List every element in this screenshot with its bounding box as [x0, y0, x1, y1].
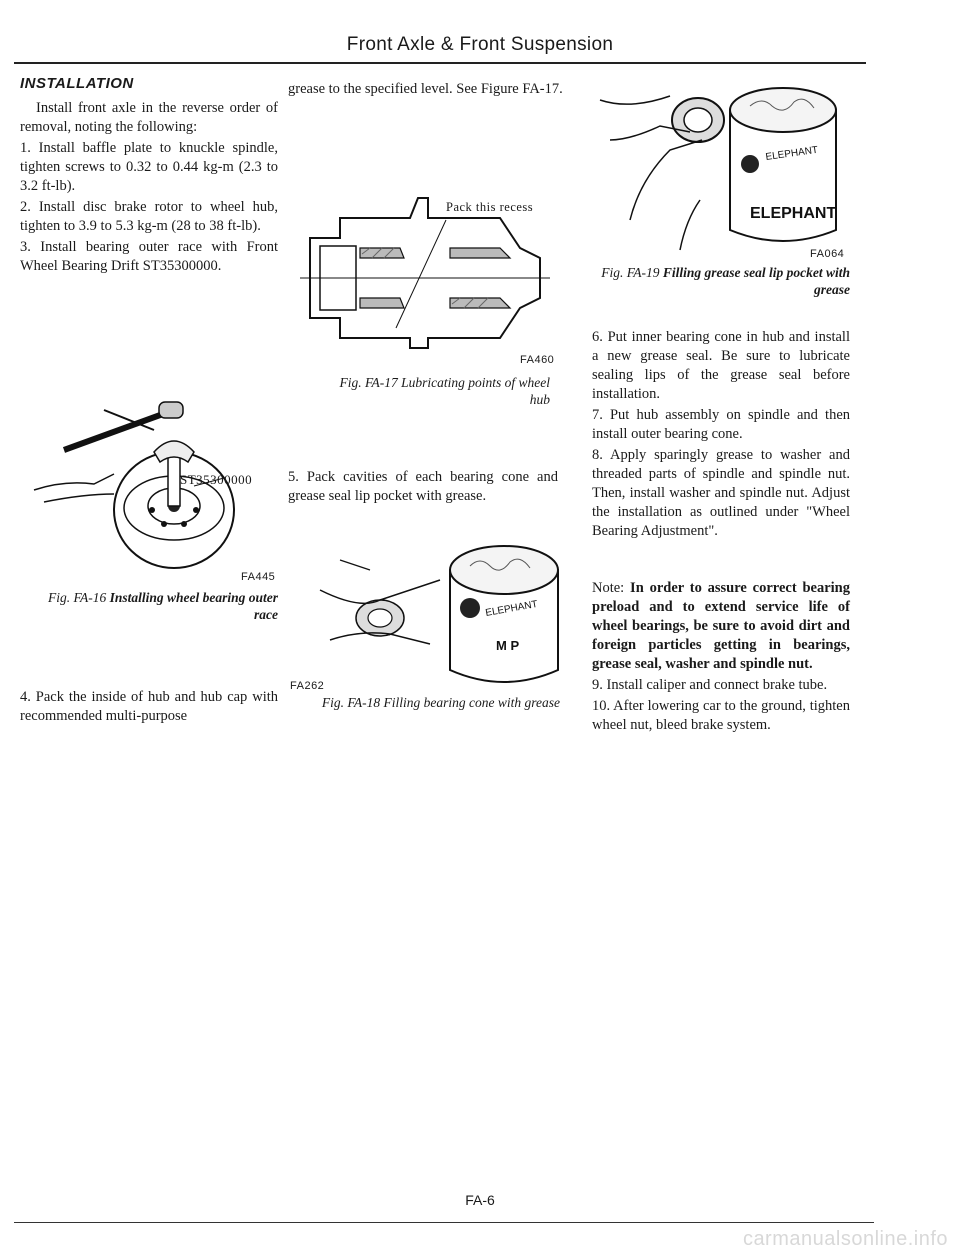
step-8: 8. Apply sparingly grease to washer and threaded parts of spindle and spindle nut. Then, install washer and spindle nut. Adjust the installation as outlined under "Wheel Bearing Adjustment".: [592, 447, 850, 539]
page-header-title: Front Axle & Front Suspension: [346, 34, 614, 55]
step-6: 6. Put inner bearing cone in hub and install a new grease seal. Be sure to lubricate sealing lips of the grease seal before installation.: [592, 329, 850, 402]
middle-column-top: [288, 80, 568, 99]
left-column: [20, 74, 278, 276]
fig-17-number: Fig. FA-17: [339, 375, 398, 390]
fig-18-can-label: ELEPHANT: [484, 598, 539, 619]
fig-18-caption: [300, 694, 560, 711]
fig-16-code: FA445: [241, 571, 276, 583]
step-1: 1. Install baffle plate to knuckle spindle, tighten screws to 0.32 to 0.44 kg-m (2.3 to 3.2 ft-lb).: [20, 140, 278, 194]
fig-18-illustration: [300, 530, 570, 710]
step-5: 5. Pack cavities of each bearing cone and grease seal lip pocket with grease.: [288, 469, 558, 504]
fig-19-code: FA064: [810, 248, 845, 260]
step-4-continuation: grease to the specified level. See Figure FA-17.: [288, 81, 563, 97]
step-9: 9. Install caliper and connect brake tube.: [592, 677, 828, 693]
fig-16-tool-label: ST35300000: [180, 472, 253, 487]
step-3: 3. Install bearing outer race with Front Wheel Bearing Drift ST35300000.: [20, 239, 278, 274]
fig-17-caption: [320, 374, 550, 408]
left-column-bottom: [20, 688, 278, 726]
fig-19-can-logo: ELEPHANT: [750, 205, 837, 222]
step-4: 4. Pack the inside of hub and hub cap with recommended multi-purpose: [20, 689, 278, 724]
section-heading: INSTALLATION: [20, 75, 134, 92]
svg-text:M P: M P: [496, 638, 520, 653]
middle-column-step5: [288, 468, 558, 506]
watermark: carmanualsonline.info: [742, 1228, 948, 1250]
right-column: [592, 326, 850, 735]
fig-18-code: FA262: [290, 680, 325, 692]
note-text: In order to assure correct bearing preload and to extend service life of wheel bearings, be sure to avoid dirt and foreign particles getting in bearings, grease seal, washer and spindle nut.: [592, 580, 851, 672]
fig-16-caption-text: Installing wheel bearing outer race: [109, 590, 278, 622]
fig-18-number: Fig. FA-18: [321, 695, 381, 710]
fig-19-illustration: [590, 80, 850, 270]
footer-rule: [14, 1222, 874, 1223]
note-label: Note:: [592, 580, 625, 596]
fig-17-caption-text: Lubricating points of wheel hub: [401, 375, 550, 407]
step-10: 10. After lowering car to the ground, tighten wheel nut, bleed brake system.: [592, 698, 850, 733]
note-paragraph: [592, 579, 850, 674]
fig-17-code: FA460: [520, 354, 555, 366]
intro-paragraph: Install front axle in the reverse order of removal, noting the following:: [20, 100, 278, 135]
fig-16-illustration: [24, 390, 284, 590]
fig-19-caption-text: Filling grease seal lip pocket with grease: [662, 265, 850, 297]
step-2: 2. Install disc brake rotor to wheel hub, tighten to 3.9 to 5.3 kg-m (28 to 38 ft-lb).: [20, 199, 278, 234]
page-number: FA-6: [465, 1192, 495, 1208]
fig-17-illustration: [300, 158, 560, 368]
fig-18-caption-text: Filling bearing cone with grease: [383, 695, 560, 710]
step-7: 7. Put hub assembly on spindle and then install outer bearing cone.: [592, 407, 850, 442]
fig-16-number: Fig. FA-16: [47, 590, 107, 605]
fig-16-caption: [24, 589, 278, 623]
fig-19-caption: [600, 264, 850, 298]
fig-19-can-label: ELEPHANT: [764, 144, 819, 163]
header-rule: [14, 62, 866, 64]
fig-19-number: Fig. FA-19: [601, 265, 660, 280]
fig-17-callout: Pack this recess: [446, 200, 534, 214]
